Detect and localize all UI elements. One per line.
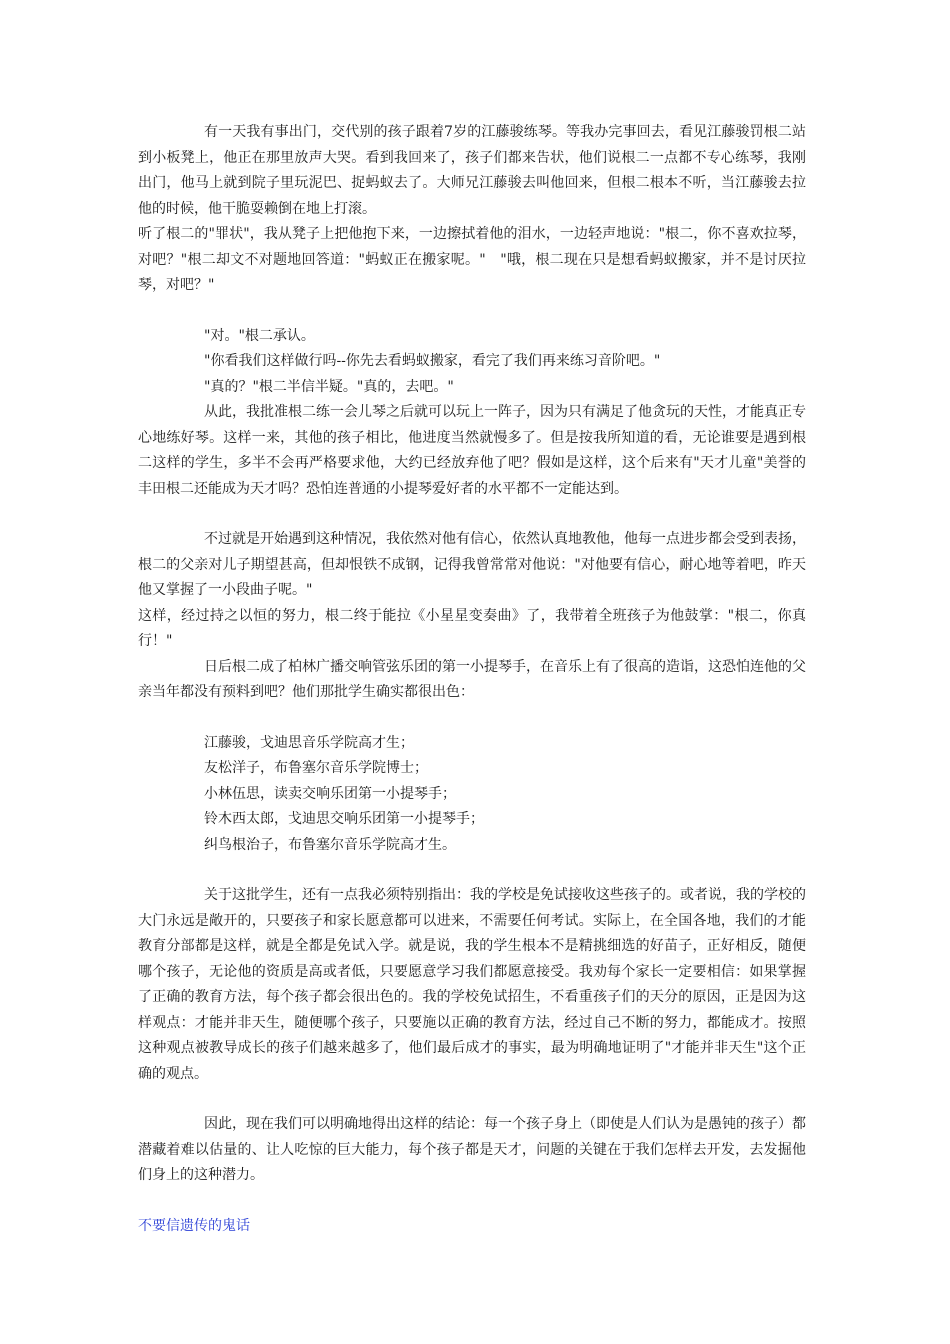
student-list-item: 纠鸟根治子，布鲁塞尔音乐学院高才生。 [204, 836, 456, 853]
paragraph-ant-dialogue: 听了根二的"罪状"，我从凳子上把他抱下来，一边擦拭着他的泪水，一边轻声地说："根二，你不喜欢拉琴，对吧？"根二却文不对题地回答道："蚂蚁正在搬家呢。" "哦，根二现在只是想看蚂蚁搬家，并不是讨厌拉琴，对吧？" [138, 226, 806, 293]
paragraph-practice-story: 有一天我有事出门，交代别的孩子跟着7岁的江藤骏练琴。等我办完事回去，看见江藤骏罚根二站到小板凳上，他正在那里放声大哭。看到我回来了，孩子们都来告状，他们说根二一点都不专心练琴，我刚出门，他马上就到院子里玩泥巴、捉蚂蚁去了。大师兄江藤骏去叫他回来，但根二根本不听，当江藤骏去拉他的时候，他干脆耍赖倒在地上打滚。 [138, 124, 806, 217]
related-article-link[interactable]: 不要信遗传的鬼话 [138, 1217, 250, 1234]
student-list-item: 友松洋子，布鲁塞尔音乐学院博士； [204, 760, 428, 776]
paragraph-achievement: 日后根二成了柏林广播交响管弦乐团的第一小提琴手，在音乐上有了很高的造诣，这恐怕连他的父亲当年都没有预料到吧？他们那批学生确实都很出色： [138, 658, 806, 700]
paragraph-permission: 从此，我批准根二练一会儿琴之后就可以玩上一阵子，因为只有满足了他贪玩的天性，才能真正专心地练好琴。这样一来，其他的孩子相比，他进度当然就慢多了。但是按我所知道的看，无论谁要是遇到根二这样的学生，多半不会再严格要求他，大约已经放弃他了吧？假如是这样，这个后来有"天才儿童"美誉的丰田根二还能成为天才吗？恐怕连普通的小提琴爱好者的水平都不一定能达到。 [138, 404, 806, 497]
dialogue-line-3: "真的？"根二半信半疑。"真的，去吧。" [204, 378, 454, 395]
article-body [138, 120, 806, 1239]
paragraph-confidence: 不过就是开始遇到这种情况，我依然对他有信心，依然认真地教他，他每一点进步都会受到表扬，根二的父亲对儿子期望甚高，但却恨铁不成钢，记得我曾常常对他说："对他要有信心，耐心地等着吧，昨天他又掌握了一小段曲子呢。" [138, 531, 806, 598]
paragraph-perseverance: 这样，经过持之以恒的努力，根二终于能拉《小星星变奏曲》了，我带着全班孩子为他鼓掌："根二，你真行！" [138, 607, 806, 649]
paragraph-free-admission: 关于这批学生，还有一点我必须特别指出：我的学校是免试接收这些孩子的。或者说，我的学校的大门永远是敞开的，只要孩子和家长愿意都可以进来，不需要任何考试。实际上，在全国各地，我们的才能教育分部都是这样，就是全都是免试入学。就是说，我的学生根本不是精挑细选的好苗子，正好相反，随便哪个孩子，无论他的资质是高或者低，只要愿意学习我们都愿意接受。我劝每个家长一定要相信：如果掌握了正确的教育方法，每个孩子都会很出色的。我的学校免试招生，不看重孩子们的天分的原因，正是因为这样观点：才能并非天生，随便哪个孩子，只要施以正确的教育方法，经过自己不断的努力，都能成才。按照这种观点被教导成长的孩子们越来越多了，他们最后成才的事实，最为明确地证明了"才能并非天生"这个正确的观点。 [138, 887, 806, 1082]
paragraph-conclusion: 因此，现在我们可以明确地得出这样的结论：每一个孩子身上（即使是人们认为是愚钝的孩子）都潜藏着难以估量的、让人吃惊的巨大能力，每个孩子都是天才，问题的关键在于我们怎样去开发，去发掘他们身上的这种潜力。 [138, 1116, 806, 1183]
student-list-item: 江藤骏，戈迪思音乐学院高才生； [204, 734, 414, 751]
dialogue-line-2: "你看我们这样做行吗--你先去看蚂蚁搬家，看完了我们再来练习音阶吧。" [204, 353, 661, 369]
student-list-item: 铃木西太郎，戈迪思交响乐团第一小提琴手； [204, 811, 484, 827]
dialogue-line-1: "对。"根二承认。 [204, 327, 315, 344]
student-list-item: 小林伍思，读卖交响乐团第一小提琴手； [204, 785, 456, 802]
